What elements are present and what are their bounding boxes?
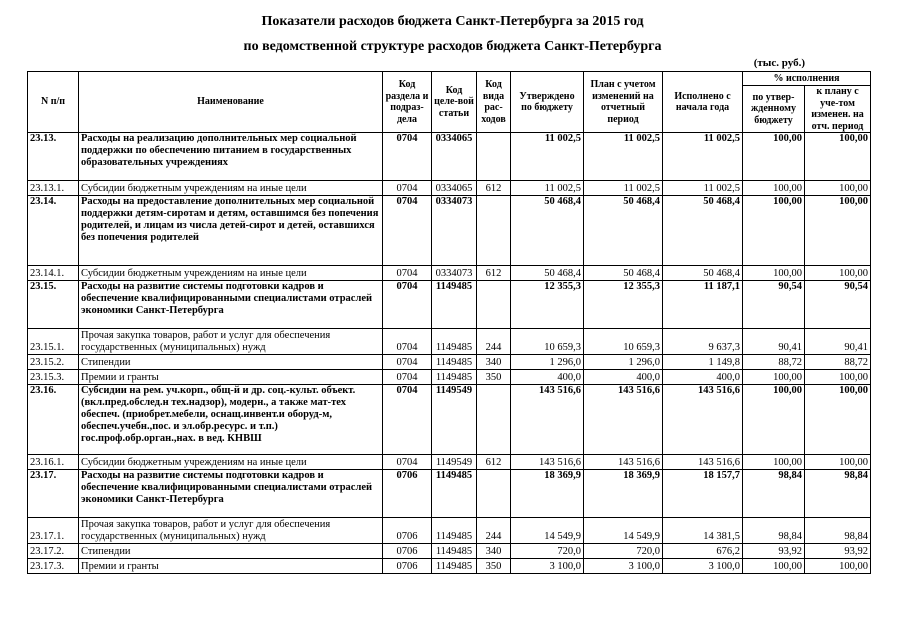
- row-razdel: 0706: [383, 559, 432, 574]
- table-row: [28, 196, 871, 266]
- row-plan: 1 296,0: [584, 355, 663, 370]
- row-isp: 11 002,5: [663, 181, 743, 196]
- row-name: Стипендии: [79, 544, 383, 559]
- row-pct-utv: 93,92: [743, 544, 805, 559]
- header-pct: % исполнения: [743, 72, 871, 86]
- row-statya: 1149485: [432, 559, 477, 574]
- row-isp: 50 468,4: [663, 196, 743, 266]
- row-name: Субсидии на рем. уч.корп., общ-й и др. соц.-культ. объект. (вкл.пред.обслед.н тех.надзор), модерн., а также мат-тех обеспеч. (приобрет.мебели, оснащ.инвент.и оборуд-м, обеспеч.учебн.,пос. и эл.обр.ресурс. и т.п.) гос.проф.обр.орган.,нах. в вед. КНВШ: [79, 385, 383, 455]
- row-utv: 12 355,3: [511, 281, 584, 329]
- row-plan: 50 468,4: [584, 266, 663, 281]
- row-name: Премии и гранты: [79, 370, 383, 385]
- row-statya: 1149485: [432, 281, 477, 329]
- header-pct-utv: по утвер-жденному бюджету: [743, 86, 805, 133]
- row-utv: 1 296,0: [511, 355, 584, 370]
- row-razdel: 0706: [383, 544, 432, 559]
- row-num: 23.15.1.: [28, 329, 79, 355]
- row-name: Стипендии: [79, 355, 383, 370]
- row-pct-plan: 100,00: [805, 370, 871, 385]
- row-num: 23.15.: [28, 281, 79, 329]
- table-row: [28, 329, 871, 355]
- row-pct-plan: 100,00: [805, 133, 871, 181]
- row-name: Прочая закупка товаров, работ и услуг для обеспечения государственных (муниципальных) нужд: [79, 518, 383, 544]
- row-isp: 143 516,6: [663, 385, 743, 455]
- row-razdel: 0704: [383, 266, 432, 281]
- row-statya: 1149549: [432, 385, 477, 455]
- row-pct-utv: 88,72: [743, 355, 805, 370]
- row-utv: 18 369,9: [511, 470, 584, 518]
- row-pct-utv: 100,00: [743, 196, 805, 266]
- row-razdel: 0704: [383, 385, 432, 455]
- table-row: [28, 455, 871, 470]
- row-plan: 18 369,9: [584, 470, 663, 518]
- table-row: [28, 385, 871, 455]
- table-row: [28, 559, 871, 574]
- row-vid: 350: [477, 559, 511, 574]
- header-isp: Исполнено с начала года: [663, 72, 743, 133]
- row-utv: 14 549,9: [511, 518, 584, 544]
- row-plan: 720,0: [584, 544, 663, 559]
- row-num: 23.17.: [28, 470, 79, 518]
- row-pct-plan: 93,92: [805, 544, 871, 559]
- budget-table: [27, 71, 871, 574]
- table-row: [28, 518, 871, 544]
- row-num: 23.16.1.: [28, 455, 79, 470]
- row-num: 23.17.1.: [28, 518, 79, 544]
- row-utv: 11 002,5: [511, 133, 584, 181]
- row-plan: 143 516,6: [584, 455, 663, 470]
- table-row: [28, 355, 871, 370]
- row-num: 23.15.2.: [28, 355, 79, 370]
- row-pct-plan: 100,00: [805, 385, 871, 455]
- row-utv: 3 100,0: [511, 559, 584, 574]
- row-pct-plan: 98,84: [805, 518, 871, 544]
- report-title: Показатели расходов бюджета Санкт-Петербурга за 2015 год: [261, 14, 644, 29]
- row-utv: 143 516,6: [511, 455, 584, 470]
- row-razdel: 0704: [383, 196, 432, 266]
- row-vid: 350: [477, 370, 511, 385]
- row-vid: [477, 133, 511, 181]
- row-pct-utv: 90,41: [743, 329, 805, 355]
- row-name: Расходы на предоставление дополнительных мер социальной поддержки детям-сиротам и детям, оставшимся без попечения родителей, и лицам из числа детей-сирот и детей, оставшихся без попечения родителей: [79, 196, 383, 266]
- header-plan: План с учетом изменений на отчетный период: [584, 72, 663, 133]
- table-row: [28, 133, 871, 181]
- row-pct-utv: 100,00: [743, 266, 805, 281]
- row-plan: 143 516,6: [584, 385, 663, 455]
- row-statya: 0334073: [432, 196, 477, 266]
- row-plan: 14 549,9: [584, 518, 663, 544]
- row-razdel: 0706: [383, 470, 432, 518]
- row-statya: 0334065: [432, 181, 477, 196]
- row-plan: 10 659,3: [584, 329, 663, 355]
- row-razdel: 0706: [383, 518, 432, 544]
- row-pct-plan: 90,41: [805, 329, 871, 355]
- row-razdel: 0704: [383, 181, 432, 196]
- table-body: [28, 133, 871, 574]
- row-pct-utv: 100,00: [743, 181, 805, 196]
- row-pct-plan: 100,00: [805, 181, 871, 196]
- row-pct-utv: 100,00: [743, 559, 805, 574]
- header-utv: Утверждено по бюджету: [511, 72, 584, 133]
- row-isp: 3 100,0: [663, 559, 743, 574]
- row-pct-utv: 90,54: [743, 281, 805, 329]
- row-num: 23.15.3.: [28, 370, 79, 385]
- row-isp: 14 381,5: [663, 518, 743, 544]
- units-label: (тыс. руб.): [753, 57, 805, 69]
- row-name: Расходы на развитие системы подготовки кадров и обеспечение квалифицированными специалистами отраслей экономики Санкт-Петербурга: [79, 281, 383, 329]
- row-plan: 11 002,5: [584, 133, 663, 181]
- row-pct-utv: 100,00: [743, 455, 805, 470]
- row-vid: 244: [477, 329, 511, 355]
- row-isp: 11 002,5: [663, 133, 743, 181]
- row-pct-utv: 100,00: [743, 133, 805, 181]
- row-pct-plan: 100,00: [805, 196, 871, 266]
- table-row: [28, 281, 871, 329]
- table-row: [28, 470, 871, 518]
- row-vid: 612: [477, 181, 511, 196]
- table-row: [28, 544, 871, 559]
- row-pct-plan: 90,54: [805, 281, 871, 329]
- row-name: Расходы на развитие системы подготовки кадров и обеспечение квалифицированными специалистами отраслей экономики Санкт-Петербурга: [79, 470, 383, 518]
- row-name: Субсидии бюджетным учреждениям на иные цели: [79, 181, 383, 196]
- table-row: [28, 370, 871, 385]
- row-plan: 400,0: [584, 370, 663, 385]
- row-pct-plan: 100,00: [805, 455, 871, 470]
- row-num: 23.17.3.: [28, 559, 79, 574]
- row-num: 23.17.2.: [28, 544, 79, 559]
- row-razdel: 0704: [383, 281, 432, 329]
- row-num: 23.13.1.: [28, 181, 79, 196]
- row-pct-plan: 100,00: [805, 266, 871, 281]
- row-vid: 244: [477, 518, 511, 544]
- table-row: [28, 181, 871, 196]
- row-razdel: 0704: [383, 370, 432, 385]
- row-utv: 720,0: [511, 544, 584, 559]
- row-pct-plan: 100,00: [805, 559, 871, 574]
- row-razdel: 0704: [383, 329, 432, 355]
- row-isp: 11 187,1: [663, 281, 743, 329]
- header-statya: Код целе-вой статьи: [432, 72, 477, 133]
- row-pct-utv: 98,84: [743, 518, 805, 544]
- header-pct-plan: к плану с уче-том изменен. на отч. период: [805, 86, 871, 133]
- row-utv: 50 468,4: [511, 266, 584, 281]
- row-statya: 0334065: [432, 133, 477, 181]
- table-row: [28, 266, 871, 281]
- header-razdel: Код раздела и подраз-дела: [383, 72, 432, 133]
- row-pct-plan: 88,72: [805, 355, 871, 370]
- row-num: 23.14.: [28, 196, 79, 266]
- row-num: 23.13.: [28, 133, 79, 181]
- report-subtitle: по ведомственной структуре расходов бюджета Санкт-Петербурга: [243, 39, 662, 54]
- row-num: 23.16.: [28, 385, 79, 455]
- row-isp: 400,0: [663, 370, 743, 385]
- row-pct-plan: 98,84: [805, 470, 871, 518]
- row-name: Прочая закупка товаров, работ и услуг для обеспечения государственных (муниципальных) нужд: [79, 329, 383, 355]
- row-pct-utv: 100,00: [743, 370, 805, 385]
- row-utv: 400,0: [511, 370, 584, 385]
- header-num: N п/п: [28, 72, 79, 133]
- row-vid: 340: [477, 355, 511, 370]
- row-vid: 612: [477, 266, 511, 281]
- row-name: Премии и гранты: [79, 559, 383, 574]
- row-utv: 143 516,6: [511, 385, 584, 455]
- row-num: 23.14.1.: [28, 266, 79, 281]
- row-vid: [477, 470, 511, 518]
- row-plan: 11 002,5: [584, 181, 663, 196]
- row-utv: 10 659,3: [511, 329, 584, 355]
- row-razdel: 0704: [383, 133, 432, 181]
- row-vid: [477, 196, 511, 266]
- row-isp: 50 468,4: [663, 266, 743, 281]
- row-vid: [477, 281, 511, 329]
- row-statya: 0334073: [432, 266, 477, 281]
- row-statya: 1149485: [432, 355, 477, 370]
- row-statya: 1149485: [432, 518, 477, 544]
- row-plan: 3 100,0: [584, 559, 663, 574]
- row-pct-utv: 98,84: [743, 470, 805, 518]
- row-utv: 11 002,5: [511, 181, 584, 196]
- row-vid: 340: [477, 544, 511, 559]
- row-statya: 1149485: [432, 544, 477, 559]
- row-isp: 9 637,3: [663, 329, 743, 355]
- row-utv: 50 468,4: [511, 196, 584, 266]
- row-isp: 1 149,8: [663, 355, 743, 370]
- row-razdel: 0704: [383, 455, 432, 470]
- row-isp: 18 157,7: [663, 470, 743, 518]
- row-statya: 1149549: [432, 455, 477, 470]
- row-statya: 1149485: [432, 370, 477, 385]
- row-name: Субсидии бюджетным учреждениям на иные цели: [79, 455, 383, 470]
- row-statya: 1149485: [432, 470, 477, 518]
- row-isp: 676,2: [663, 544, 743, 559]
- row-name: Субсидии бюджетным учреждениям на иные цели: [79, 266, 383, 281]
- row-isp: 143 516,6: [663, 455, 743, 470]
- row-vid: 612: [477, 455, 511, 470]
- row-pct-utv: 100,00: [743, 385, 805, 455]
- row-vid: [477, 385, 511, 455]
- header-vid: Код вида рас-ходов: [477, 72, 511, 133]
- header-name: Наименование: [79, 72, 383, 133]
- row-plan: 12 355,3: [584, 281, 663, 329]
- row-plan: 50 468,4: [584, 196, 663, 266]
- row-razdel: 0704: [383, 355, 432, 370]
- row-name: Расходы на реализацию дополнительных мер социальной поддержки по обеспечению питанием в государственных образовательных учреждениях: [79, 133, 383, 181]
- row-statya: 1149485: [432, 329, 477, 355]
